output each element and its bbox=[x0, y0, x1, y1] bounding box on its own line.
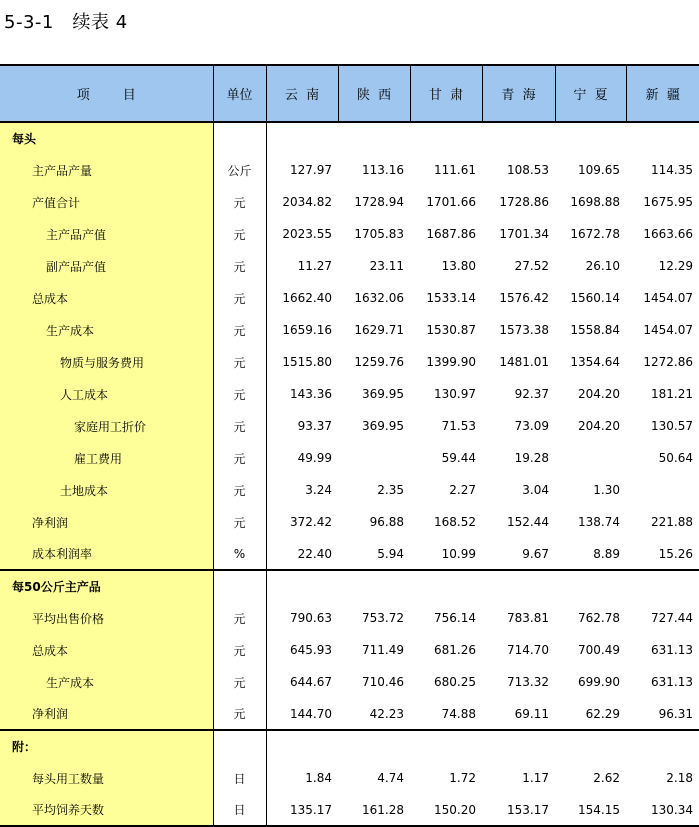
value-cell: 113.16 bbox=[362, 163, 404, 177]
row-label: 主产品产量 bbox=[0, 154, 213, 186]
value-cell: 130.57 bbox=[651, 419, 693, 433]
value-cell: 1481.01 bbox=[499, 355, 549, 369]
value-cell: 50.64 bbox=[658, 451, 693, 465]
data-table bbox=[0, 64, 699, 827]
value-cell: 1.84 bbox=[305, 771, 332, 785]
row-label: 副产品产值 bbox=[0, 250, 213, 282]
value-cell: 96.31 bbox=[658, 706, 693, 721]
value-cell: 10.99 bbox=[441, 546, 476, 561]
row-label: 成本利润率 bbox=[0, 538, 213, 570]
value-cell: 111.61 bbox=[434, 163, 476, 177]
value-cell: 1629.71 bbox=[354, 323, 404, 337]
row-label: 产值合计 bbox=[0, 186, 213, 218]
value-cell: 96.88 bbox=[369, 515, 404, 529]
table-row bbox=[0, 378, 699, 410]
value-cell: 26.10 bbox=[585, 259, 620, 273]
value-cell: 152.44 bbox=[507, 515, 549, 529]
value-cell: 19.28 bbox=[514, 451, 549, 465]
header-region: 陕 西 bbox=[338, 65, 410, 122]
value-cell: 49.99 bbox=[297, 451, 332, 465]
value-cell: 59.44 bbox=[441, 451, 476, 465]
row-label: 净利润 bbox=[0, 698, 213, 730]
row-label: 家庭用工折价 bbox=[0, 410, 213, 442]
value-cell: 713.32 bbox=[507, 675, 549, 689]
value-cell: 783.81 bbox=[507, 611, 549, 625]
value-cell: 27.52 bbox=[514, 259, 549, 273]
value-cell: 1728.94 bbox=[354, 195, 404, 209]
value-cell: 144.70 bbox=[290, 706, 332, 721]
row-unit: 公斤 bbox=[213, 154, 266, 186]
value-cell: 1.72 bbox=[449, 771, 476, 785]
value-cell: 753.72 bbox=[362, 611, 404, 625]
value-cell: 93.37 bbox=[297, 419, 332, 433]
table-row bbox=[0, 410, 699, 442]
value-cell: 711.49 bbox=[362, 643, 404, 657]
section-row bbox=[0, 122, 699, 154]
value-cell: 710.46 bbox=[362, 675, 404, 689]
value-cell bbox=[555, 122, 626, 154]
value-cell: 1.30 bbox=[593, 483, 620, 497]
value-cell: 1399.90 bbox=[426, 355, 476, 369]
value-cell: 1573.38 bbox=[499, 323, 549, 337]
value-cell: 127.97 bbox=[290, 163, 332, 177]
value-cell: 680.25 bbox=[434, 675, 476, 689]
value-cell bbox=[338, 442, 410, 474]
value-cell bbox=[338, 122, 410, 154]
value-cell bbox=[626, 730, 699, 762]
value-cell: 1705.83 bbox=[354, 227, 404, 241]
table-title: 5-3-1 续表 4 bbox=[4, 12, 128, 33]
table-row bbox=[0, 186, 699, 218]
value-cell: 161.28 bbox=[338, 794, 410, 826]
value-cell: 12.29 bbox=[658, 259, 693, 273]
row-unit: 元 bbox=[213, 442, 266, 474]
value-cell: 92.37 bbox=[514, 387, 549, 401]
table-row bbox=[0, 634, 699, 666]
value-cell bbox=[555, 570, 626, 602]
row-label: 净利润 bbox=[0, 506, 213, 538]
value-cell: 9.67 bbox=[522, 546, 549, 561]
value-cell: 645.93 bbox=[290, 643, 332, 657]
value-cell bbox=[482, 570, 555, 602]
value-cell: 1632.06 bbox=[354, 291, 404, 305]
value-cell: 369.95 bbox=[362, 419, 404, 433]
value-cell: 1533.14 bbox=[426, 291, 476, 305]
value-cell: 631.13 bbox=[651, 675, 693, 689]
value-cell: 62.29 bbox=[585, 706, 620, 721]
row-label: 土地成本 bbox=[0, 474, 213, 506]
row-unit: 元 bbox=[213, 378, 266, 410]
value-cell: 700.49 bbox=[578, 643, 620, 657]
table-row bbox=[0, 538, 699, 570]
row-unit: 元 bbox=[213, 346, 266, 378]
header-row bbox=[0, 65, 699, 122]
value-cell: 69.11 bbox=[514, 706, 549, 721]
value-cell: 22.40 bbox=[297, 546, 332, 561]
table-row bbox=[0, 698, 699, 730]
value-cell: 369.95 bbox=[362, 387, 404, 401]
value-cell bbox=[410, 570, 482, 602]
value-cell: 1354.64 bbox=[570, 355, 620, 369]
value-cell: 15.26 bbox=[658, 546, 693, 561]
value-cell bbox=[338, 570, 410, 602]
value-cell: 221.88 bbox=[651, 515, 693, 529]
value-cell: 204.20 bbox=[578, 419, 620, 433]
table-row bbox=[0, 474, 699, 506]
table-body bbox=[0, 122, 699, 826]
table-row bbox=[0, 346, 699, 378]
row-unit: 元 bbox=[213, 218, 266, 250]
value-cell: 42.23 bbox=[369, 706, 404, 721]
value-cell bbox=[555, 442, 626, 474]
section-label: 附： bbox=[0, 730, 213, 762]
value-cell bbox=[482, 730, 555, 762]
value-cell: 1728.86 bbox=[499, 195, 549, 209]
value-cell: 71.53 bbox=[441, 419, 476, 433]
row-unit bbox=[213, 570, 266, 602]
value-cell: 727.44 bbox=[651, 611, 693, 625]
value-cell: 109.65 bbox=[578, 163, 620, 177]
value-cell: 181.21 bbox=[651, 387, 693, 401]
value-cell: 143.36 bbox=[290, 387, 332, 401]
value-cell: 644.67 bbox=[290, 675, 332, 689]
row-unit: 元 bbox=[213, 186, 266, 218]
table-row bbox=[0, 314, 699, 346]
row-label: 生产成本 bbox=[0, 666, 213, 698]
value-cell: 74.88 bbox=[441, 706, 476, 721]
value-cell: 5.94 bbox=[377, 546, 404, 561]
row-label: 雇工费用 bbox=[0, 442, 213, 474]
value-cell: 11.27 bbox=[297, 259, 332, 273]
row-unit: 元 bbox=[213, 410, 266, 442]
row-label: 人工成本 bbox=[0, 378, 213, 410]
section-label: 每头 bbox=[0, 122, 213, 154]
row-unit bbox=[213, 730, 266, 762]
row-unit: 日 bbox=[213, 794, 266, 826]
table-row bbox=[0, 506, 699, 538]
value-cell: 73.09 bbox=[514, 419, 549, 433]
table-row bbox=[0, 250, 699, 282]
row-unit: 元 bbox=[213, 250, 266, 282]
header-region: 甘 肃 bbox=[410, 65, 482, 122]
header-region: 云 南 bbox=[266, 65, 338, 122]
value-cell bbox=[482, 122, 555, 154]
value-cell: 1558.84 bbox=[570, 323, 620, 337]
header-region: 青 海 bbox=[482, 65, 555, 122]
value-cell bbox=[266, 122, 338, 154]
header-item: 项 目 bbox=[0, 65, 213, 122]
value-cell: 1659.16 bbox=[282, 323, 332, 337]
value-cell: 3.04 bbox=[522, 483, 549, 497]
value-cell: 108.53 bbox=[507, 163, 549, 177]
value-cell: 2023.55 bbox=[282, 227, 332, 241]
value-cell: 2.18 bbox=[666, 771, 693, 785]
value-cell: 1.17 bbox=[522, 771, 549, 785]
table-row bbox=[0, 666, 699, 698]
value-cell: 1454.07 bbox=[643, 291, 693, 305]
value-cell: 1698.88 bbox=[570, 195, 620, 209]
value-cell bbox=[338, 730, 410, 762]
header-unit: 单位 bbox=[213, 65, 266, 122]
table-row bbox=[0, 762, 699, 794]
row-unit: 元 bbox=[213, 282, 266, 314]
value-cell: 1259.76 bbox=[354, 355, 404, 369]
value-cell: 762.78 bbox=[578, 611, 620, 625]
row-unit: 元 bbox=[213, 474, 266, 506]
value-cell: 2.27 bbox=[449, 483, 476, 497]
value-cell: 1675.95 bbox=[643, 195, 693, 209]
value-cell: 154.15 bbox=[555, 794, 626, 826]
row-label: 主产品产值 bbox=[0, 218, 213, 250]
row-unit: 元 bbox=[213, 506, 266, 538]
value-cell: 714.70 bbox=[507, 643, 549, 657]
header-region: 新 疆 bbox=[626, 65, 699, 122]
value-cell: 1662.40 bbox=[282, 291, 332, 305]
value-cell: 168.52 bbox=[434, 515, 476, 529]
value-cell: 1272.86 bbox=[643, 355, 693, 369]
row-label: 平均出售价格 bbox=[0, 602, 213, 634]
table-row bbox=[0, 218, 699, 250]
value-cell: 1515.80 bbox=[282, 355, 332, 369]
value-cell: 8.89 bbox=[593, 546, 620, 561]
row-unit: 日 bbox=[213, 762, 266, 794]
table-row bbox=[0, 794, 699, 826]
row-unit: 元 bbox=[213, 634, 266, 666]
value-cell: 153.17 bbox=[482, 794, 555, 826]
value-cell: 1701.66 bbox=[426, 195, 476, 209]
value-cell: 790.63 bbox=[290, 611, 332, 625]
row-unit: 元 bbox=[213, 698, 266, 730]
value-cell: 1560.14 bbox=[570, 291, 620, 305]
value-cell bbox=[626, 122, 699, 154]
value-cell: 114.35 bbox=[651, 163, 693, 177]
row-unit: 元 bbox=[213, 314, 266, 346]
row-unit bbox=[213, 122, 266, 154]
value-cell: 135.17 bbox=[266, 794, 338, 826]
header-region: 宁 夏 bbox=[555, 65, 626, 122]
value-cell: 3.24 bbox=[305, 483, 332, 497]
row-label: 每头用工数量 bbox=[0, 762, 213, 794]
value-cell: 13.80 bbox=[441, 259, 476, 273]
value-cell: 138.74 bbox=[578, 515, 620, 529]
value-cell: 1576.42 bbox=[499, 291, 549, 305]
row-label: 平均饲养天数 bbox=[0, 794, 213, 826]
value-cell: 372.42 bbox=[290, 515, 332, 529]
value-cell bbox=[266, 570, 338, 602]
value-cell: 1701.34 bbox=[499, 227, 549, 241]
value-cell bbox=[626, 570, 699, 602]
table-row bbox=[0, 602, 699, 634]
value-cell: 1530.87 bbox=[426, 323, 476, 337]
table-row bbox=[0, 282, 699, 314]
value-cell: 631.13 bbox=[651, 643, 693, 657]
value-cell: 23.11 bbox=[369, 259, 404, 273]
value-cell bbox=[626, 474, 699, 506]
row-label: 生产成本 bbox=[0, 314, 213, 346]
value-cell bbox=[266, 730, 338, 762]
row-label: 物质与服务费用 bbox=[0, 346, 213, 378]
section-label: 每50公斤主产品 bbox=[0, 570, 213, 602]
row-unit: 元 bbox=[213, 602, 266, 634]
value-cell: 204.20 bbox=[578, 387, 620, 401]
value-cell bbox=[410, 730, 482, 762]
row-label: 总成本 bbox=[0, 634, 213, 666]
value-cell: 150.20 bbox=[410, 794, 482, 826]
value-cell bbox=[410, 122, 482, 154]
section-row bbox=[0, 730, 699, 762]
value-cell: 4.74 bbox=[377, 771, 404, 785]
value-cell: 1454.07 bbox=[643, 323, 693, 337]
value-cell: 681.26 bbox=[434, 643, 476, 657]
row-unit: 元 bbox=[213, 666, 266, 698]
row-unit: % bbox=[213, 538, 266, 570]
value-cell: 756.14 bbox=[434, 611, 476, 625]
table-row bbox=[0, 442, 699, 474]
value-cell: 130.97 bbox=[434, 387, 476, 401]
value-cell: 2.35 bbox=[377, 483, 404, 497]
row-label: 总成本 bbox=[0, 282, 213, 314]
value-cell bbox=[555, 730, 626, 762]
value-cell: 1663.66 bbox=[643, 227, 693, 241]
value-cell: 1687.86 bbox=[426, 227, 476, 241]
section-row bbox=[0, 570, 699, 602]
value-cell: 699.90 bbox=[578, 675, 620, 689]
value-cell: 2034.82 bbox=[282, 195, 332, 209]
table-row bbox=[0, 154, 699, 186]
value-cell: 1672.78 bbox=[570, 227, 620, 241]
value-cell: 2.62 bbox=[593, 771, 620, 785]
value-cell: 130.34 bbox=[626, 794, 699, 826]
